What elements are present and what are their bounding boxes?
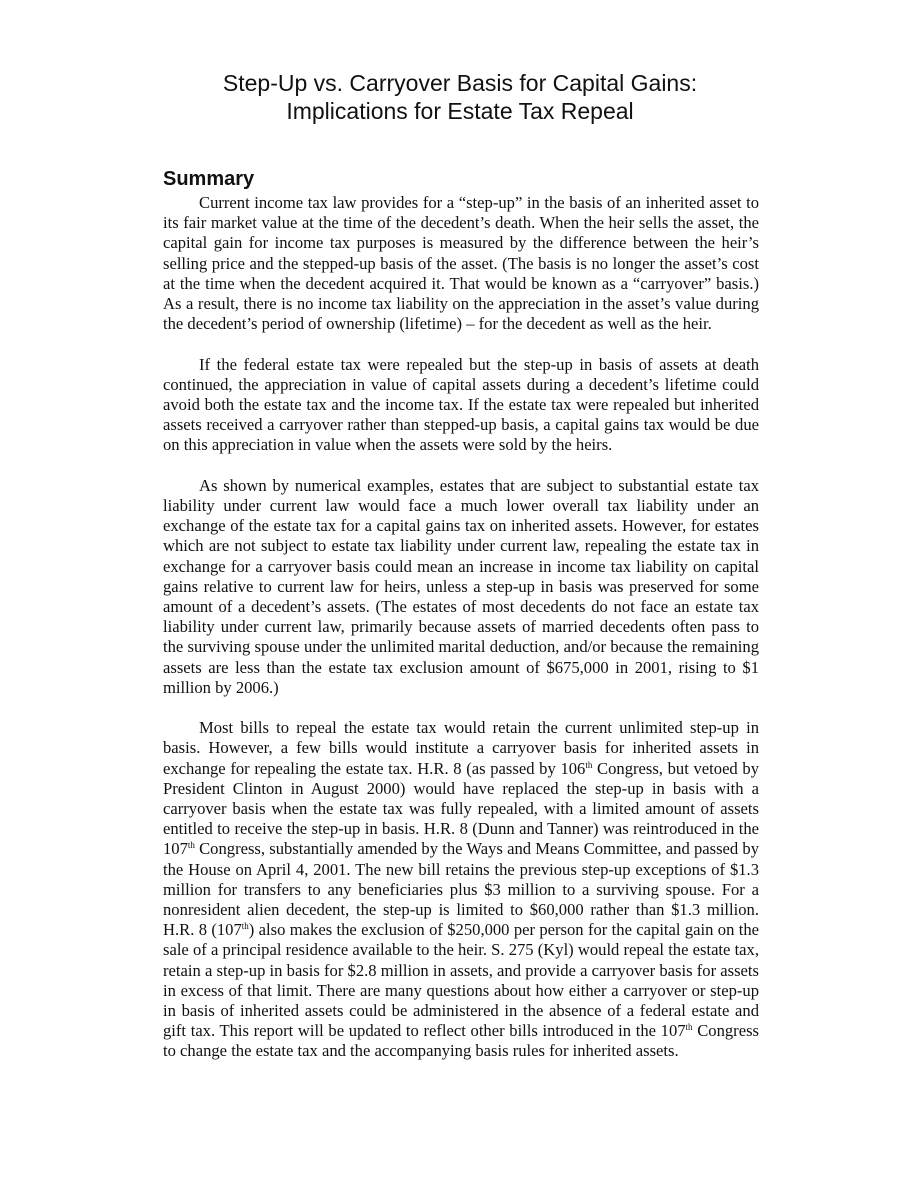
- ordinal-suffix: th: [187, 840, 195, 851]
- p4-text-a: Most bills to repeal the estate tax would retain the current unlimited step-up in basis. However, a few bills would institute a carryover basis for inherited assets in exchange for repealing the estate tax. H.R. 8 (as passed by 106: [163, 718, 759, 778]
- summary-paragraph-4: [163, 718, 759, 1061]
- summary-paragraph-3: As shown by numerical examples, estates that are subject to substantial estate tax liability under current law would face a much lower overall tax liability under an exchange of the estate tax for a capital gains tax on inherited assets. However, for estates which are not subject to estate tax liability under current law, repealing the estate tax in exchange for a carryover basis could mean an increase in income tax liability on capital gains relative to current law for heirs, unless a step-up in basis was preserved for some amount of a decedent’s assets. (The estates of most decedents do not face an estate tax liability under current law, primarily because assets of married decedents often pass to the surviving spouse under the unlimited marital deduction, and/or because the remaining assets are less than the estate tax exclusion amount of $675,000 in 2001, rising to $1 million by 2006.): [163, 475, 759, 697]
- ordinal-suffix: th: [685, 1022, 693, 1033]
- summary-paragraph-1: Current income tax law provides for a “step-up” in the basis of an inherited asset to its fair market value at the time of the decedent’s death. When the heir sells the asset, the capital gain for income tax purposes is measured by the difference between the heir’s selling price and the stepped-up basis of the asset. (The basis is no longer the asset’s cost at the time when the decedent acquired it. That would be known as a “carryover” basis.) As a result, there is no income tax liability on the appreciation in the asset’s value during the decedent’s period of ownership (lifetime) – for the decedent as well as the heir.: [163, 193, 759, 334]
- report-title-line-1: Step-Up vs. Carryover Basis for Capital Gains:: [222, 70, 698, 97]
- p4-text-e: Congress to change the estate tax and the accompanying basis rules for inherited assets.: [163, 1021, 759, 1061]
- summary-body: [163, 193, 759, 1062]
- ordinal-suffix: th: [585, 759, 593, 770]
- summary-paragraph-2: If the federal estate tax were repealed but the step-up in basis of assets at death continued, the appreciation in value of capital assets during a decedent’s lifetime could avoid both the estate tax and the income tax. If the estate tax were repealed but inherited assets received a carryover rather than stepped-up basis, a capital gains tax would be due on this appreciation in value when the assets were sold by the heirs.: [163, 354, 759, 455]
- ordinal-suffix: th: [241, 921, 249, 932]
- p4-text-b: Congress, but vetoed by President Clinton in August 2000) would have replaced the step-up in basis with a carryover basis when the estate tax was fully repealed, with a limited amount of assets entitled to receive the step-up in basis. H.R. 8 (Dunn and Tanner) was reintroduced in the 107: [163, 758, 759, 859]
- report-title: [0, 69, 920, 125]
- report-title-line-2: Implications for Estate Tax Repeal: [286, 98, 634, 125]
- section-heading-summary: Summary: [163, 167, 255, 190]
- p4-text-c: Congress, substantially amended by the Ways and Means Committee, and passed by the House on April 4, 2001. The new bill retains the previous step-up exceptions of $1.3 million for transfers to any beneficiaries plus $3 million to a surviving spouse. For a nonresident alien decedent, the step-up is limited to $60,000 rather than $1.3 million. H.R. 8 (107: [163, 839, 759, 940]
- p4-text-d: ) also makes the exclusion of $250,000 per person for the capital gain on the sale of a principal residence available to the heir. S. 275 (Kyl) would repeal the estate tax, retain a step-up in basis for $2.8 million in assets, and provide a carryover basis for assets in excess of that limit. There are many questions about how either a carryover or step-up in basis of inherited assets could be administered in the absence of a federal estate and gift tax. This report will be updated to reflect other bills introduced in the 107: [163, 920, 760, 1041]
